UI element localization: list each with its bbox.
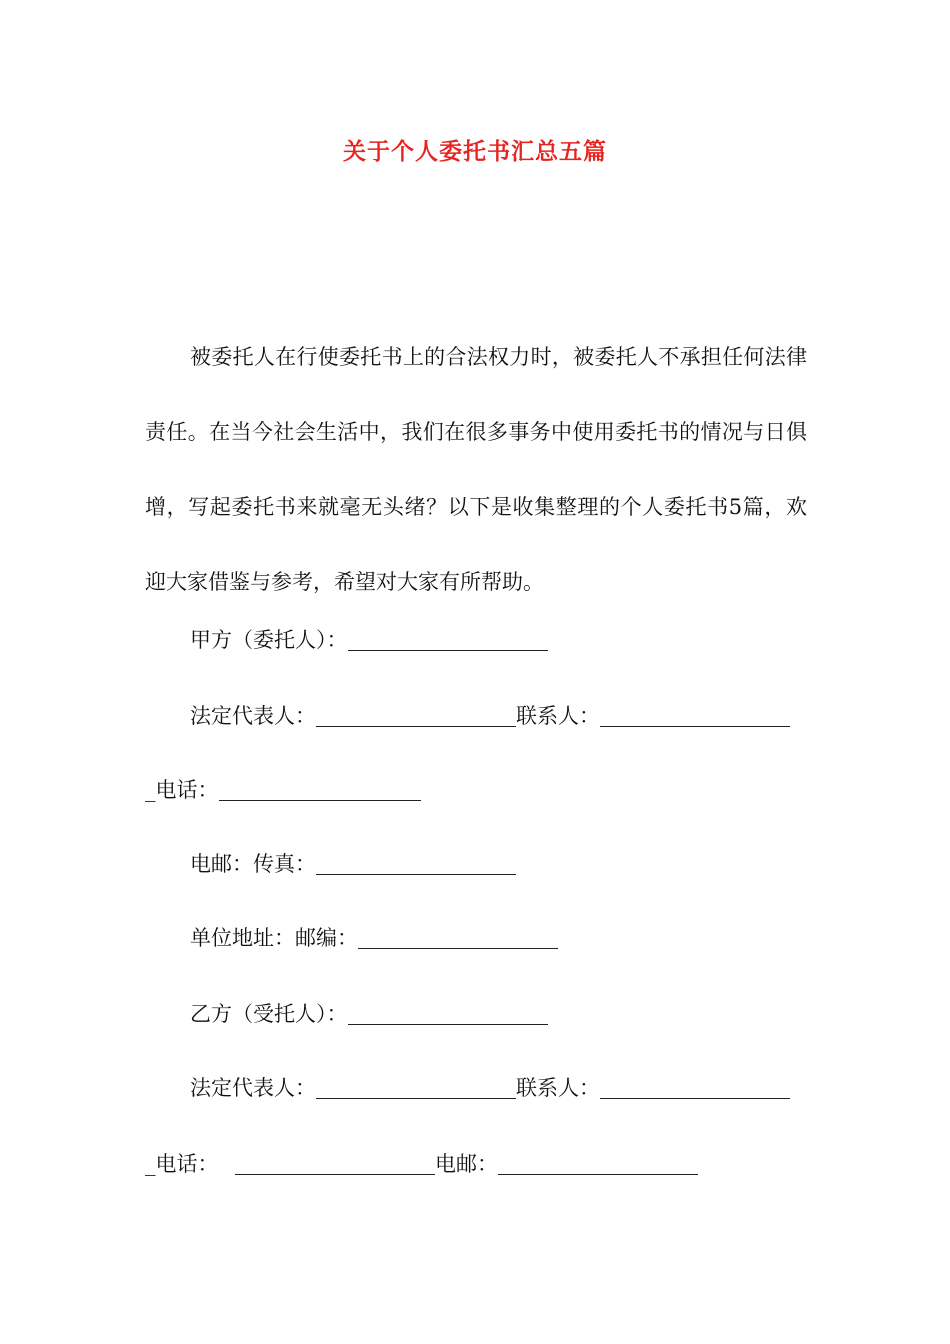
address-postcode-row-a	[190, 922, 558, 954]
email-label-b: 电邮：	[435, 1152, 498, 1176]
legal-rep-contact-row-b	[190, 1072, 790, 1104]
contact-label-a: 联系人：	[516, 704, 600, 728]
party-a-row	[190, 624, 548, 656]
email-fax-row-a	[190, 848, 516, 880]
legal-rep-contact-row-a	[190, 700, 790, 732]
intro-paragraph: 被委托人在行使委托书上的合法权力时，被委托人不承担任何法律责任。在当今社会生活中，我们在很多事务中使用委托书的情况与日俱增，写起委托书来就毫无头绪？以下是收集整理的个人委托书5篇，欢迎大家借鉴与参考，希望对大家有所帮助。	[145, 345, 807, 594]
party-b-blank[interactable]	[348, 1002, 548, 1025]
phone-blank-b[interactable]	[235, 1152, 435, 1175]
party-b-label: 乙方（受托人）：	[190, 1002, 348, 1026]
legal-rep-label-a: 法定代表人：	[190, 704, 316, 728]
phone-row-a	[145, 774, 421, 806]
legal-rep-blank-a[interactable]	[316, 704, 516, 727]
party-b-row	[190, 998, 548, 1030]
document-title: 关于个人委托书汇总五篇	[343, 138, 607, 165]
phone-label-b: _电话：	[145, 1152, 219, 1176]
legal-rep-blank-b[interactable]	[316, 1076, 516, 1099]
postcode-blank-a[interactable]	[358, 926, 558, 949]
party-a-label: 甲方（委托人）：	[190, 628, 348, 652]
email-fax-label-a: 电邮：传真：	[190, 852, 316, 876]
party-a-blank[interactable]	[348, 628, 548, 651]
phone-email-row-b	[145, 1148, 698, 1180]
legal-rep-label-b: 法定代表人：	[190, 1076, 316, 1100]
contact-blank-b[interactable]	[600, 1076, 790, 1099]
fax-blank-a[interactable]	[316, 852, 516, 875]
email-blank-b[interactable]	[498, 1152, 698, 1175]
contact-blank-a[interactable]	[600, 704, 790, 727]
contact-label-b: 联系人：	[516, 1076, 600, 1100]
phone-blank-a[interactable]	[219, 778, 421, 801]
address-postcode-label-a: 单位地址：邮编：	[190, 926, 358, 950]
phone-label-a: _电话：	[145, 778, 219, 802]
